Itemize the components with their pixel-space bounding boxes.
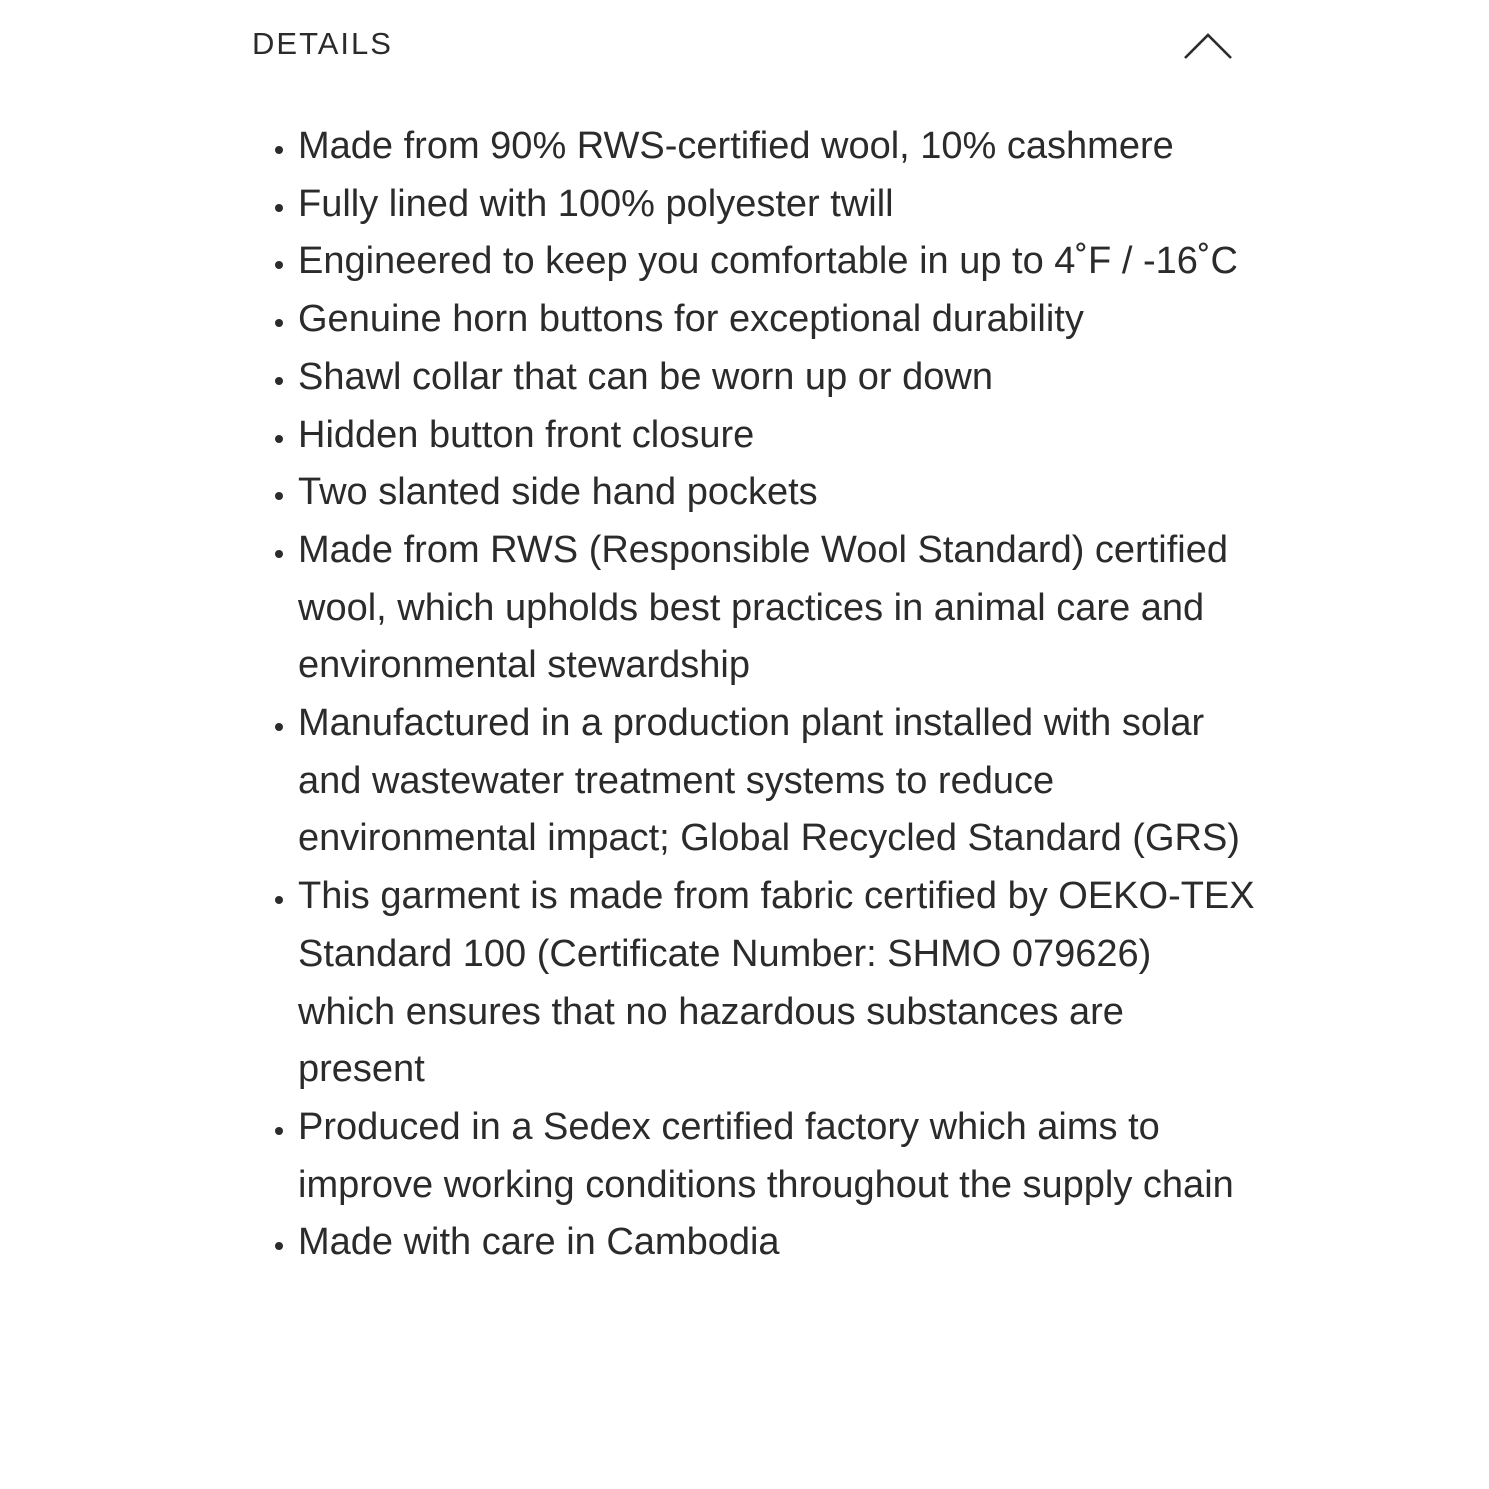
details-list-item: • This garment is made from fabric certified by OEKO-TEX Standard 100 (Certificate Number: SHMO 079626) which ensures that no hazardous substances are present — [298, 868, 1258, 1099]
details-list-item: • Shawl collar that can be worn up or down — [298, 349, 1258, 407]
details-accordion — [252, 0, 1255, 1264]
details-accordion-header[interactable] — [252, 0, 1237, 92]
details-list-item: • Made with care in Cambodia — [298, 1214, 1258, 1272]
details-list-item: • Fully lined with 100% polyester twill — [298, 176, 1258, 234]
details-list-item: • Made from 90% RWS-certified wool, 10% cashmere — [298, 118, 1258, 176]
details-list — [268, 118, 1258, 1272]
chevron-up-icon — [1182, 28, 1234, 64]
collapse-button[interactable] — [1182, 28, 1234, 64]
details-list-item: • Genuine horn buttons for exceptional durability — [298, 291, 1258, 349]
details-list-item: • Hidden button front closure — [298, 407, 1258, 465]
details-title: DETAILS — [252, 26, 393, 61]
details-list-item: • Two slanted side hand pockets — [298, 464, 1258, 522]
details-list-item: • Manufactured in a production plant installed with solar and wastewater treatment systems to reduce environmental impact; Global Recycled Standard (GRS) — [298, 695, 1258, 868]
details-list-item: • Made from RWS (Responsible Wool Standard) certified wool, which upholds best practices in animal care and environmental stewardship — [298, 522, 1258, 695]
details-list-item: • Engineered to keep you comfortable in up to 4˚F / -16˚C — [298, 233, 1258, 291]
details-list-item: • Produced in a Sedex certified factory which aims to improve working conditions throughout the supply chain — [298, 1099, 1258, 1214]
